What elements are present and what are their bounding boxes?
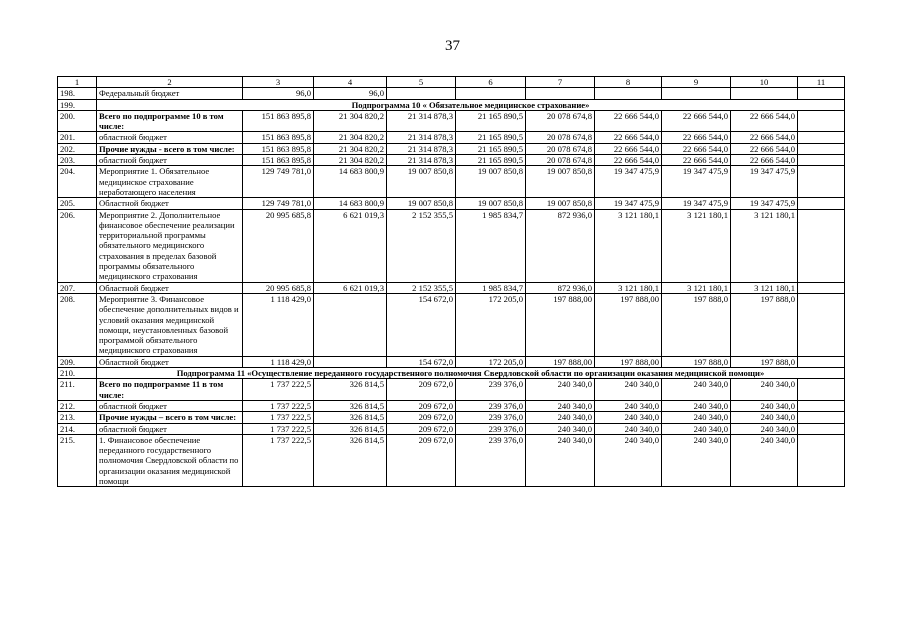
amount-cell: 20 078 674,8 <box>526 110 595 132</box>
amount-cell: 240 340,0 <box>526 379 595 401</box>
row-number: 207. <box>58 282 97 293</box>
amount-cell: 19 347 475,9 <box>731 198 798 209</box>
row-number: 198. <box>58 88 97 99</box>
amount-cell: 129 749 781,0 <box>243 198 314 209</box>
amount-cell: 172 205,0 <box>456 356 526 367</box>
row-number: 206. <box>58 209 97 282</box>
row-label: Прочие нужды - всего в том числе: <box>97 143 243 154</box>
amount-cell: 3 121 180,1 <box>731 282 798 293</box>
row-number: 204. <box>58 166 97 198</box>
amount-cell: 209 672,0 <box>387 412 456 423</box>
amount-cell: 96,0 <box>243 88 314 99</box>
amount-cell <box>798 166 845 198</box>
amount-cell <box>595 88 662 99</box>
table-row <box>58 143 845 154</box>
subprogram-row <box>58 99 845 110</box>
amount-cell: 154 672,0 <box>387 293 456 356</box>
amount-cell: 19 007 850,8 <box>526 166 595 198</box>
column-number-11: 11 <box>798 77 845 88</box>
row-number: 212. <box>58 400 97 411</box>
amount-cell: 19 007 850,8 <box>387 198 456 209</box>
table-row <box>58 88 845 99</box>
column-number-2: 2 <box>97 77 243 88</box>
amount-cell: 21 165 890,5 <box>456 155 526 166</box>
amount-cell: 21 304 820,2 <box>314 110 387 132</box>
amount-cell: 19 007 850,8 <box>456 166 526 198</box>
amount-cell: 22 666 544,0 <box>595 110 662 132</box>
column-number-10: 10 <box>731 77 798 88</box>
amount-cell: 3 121 180,1 <box>595 209 662 282</box>
amount-cell: 19 347 475,9 <box>595 198 662 209</box>
amount-cell: 22 666 544,0 <box>662 143 731 154</box>
amount-cell: 20 078 674,8 <box>526 155 595 166</box>
subprogram-title: Подпрограмма 11 «Осуществление переданного государственного полномочия Свердловской области по организации оказания медицинской помощи» <box>97 368 845 379</box>
amount-cell: 22 666 544,0 <box>731 110 798 132</box>
table-row <box>58 400 845 411</box>
column-number-header-row <box>58 77 845 88</box>
amount-cell <box>662 88 731 99</box>
amount-cell: 2 152 355,5 <box>387 282 456 293</box>
amount-cell: 209 672,0 <box>387 379 456 401</box>
amount-cell: 21 304 820,2 <box>314 155 387 166</box>
row-number: 205. <box>58 198 97 209</box>
amount-cell: 6 621 019,3 <box>314 282 387 293</box>
row-number: 201. <box>58 132 97 143</box>
amount-cell: 1 737 222,5 <box>243 412 314 423</box>
table-row <box>58 110 845 132</box>
row-label: Областной бюджет <box>97 356 243 367</box>
row-number: 215. <box>58 434 97 486</box>
amount-cell <box>798 379 845 401</box>
amount-cell: 326 814,5 <box>314 423 387 434</box>
amount-cell: 240 340,0 <box>662 412 731 423</box>
row-label: Федеральный бюджет <box>97 88 243 99</box>
amount-cell <box>798 88 845 99</box>
amount-cell: 19 347 475,9 <box>731 166 798 198</box>
amount-cell: 326 814,5 <box>314 400 387 411</box>
amount-cell: 21 314 878,3 <box>387 132 456 143</box>
amount-cell <box>314 293 387 356</box>
amount-cell <box>798 293 845 356</box>
column-number-3: 3 <box>243 77 314 88</box>
amount-cell: 240 340,0 <box>731 412 798 423</box>
amount-cell: 20 995 685,8 <box>243 209 314 282</box>
amount-cell: 240 340,0 <box>731 434 798 486</box>
amount-cell: 172 205,0 <box>456 293 526 356</box>
amount-cell: 14 683 800,9 <box>314 166 387 198</box>
amount-cell: 197 888,0 <box>731 293 798 356</box>
amount-cell: 240 340,0 <box>662 379 731 401</box>
amount-cell: 19 347 475,9 <box>595 166 662 198</box>
subprogram-title: Подпрограмма 10 « Обязательное медицинское страхование» <box>97 99 845 110</box>
amount-cell: 154 672,0 <box>387 356 456 367</box>
amount-cell <box>456 88 526 99</box>
table-row <box>58 132 845 143</box>
amount-cell: 129 749 781,0 <box>243 166 314 198</box>
amount-cell: 1 985 834,7 <box>456 209 526 282</box>
amount-cell: 197 888,00 <box>595 356 662 367</box>
row-number: 213. <box>58 412 97 423</box>
amount-cell: 197 888,0 <box>731 356 798 367</box>
amount-cell: 239 376,0 <box>456 423 526 434</box>
row-number: 211. <box>58 379 97 401</box>
row-label: 1. Финансовое обеспечение переданного государственного полномочия Свердловской области по организации оказания медицинской помощи <box>97 434 243 486</box>
column-number-1: 1 <box>58 77 97 88</box>
column-number-6: 6 <box>456 77 526 88</box>
amount-cell: 326 814,5 <box>314 412 387 423</box>
amount-cell: 209 672,0 <box>387 400 456 411</box>
row-number: 200. <box>58 110 97 132</box>
table-row <box>58 356 845 367</box>
amount-cell: 3 121 180,1 <box>595 282 662 293</box>
amount-cell: 872 936,0 <box>526 209 595 282</box>
amount-cell: 19 347 475,9 <box>662 166 731 198</box>
amount-cell: 3 121 180,1 <box>731 209 798 282</box>
row-number: 209. <box>58 356 97 367</box>
amount-cell: 2 152 355,5 <box>387 209 456 282</box>
row-label: областной бюджет <box>97 132 243 143</box>
row-label: Мероприятие 1. Обязательное медицинское страхование неработающего населения <box>97 166 243 198</box>
amount-cell: 19 007 850,8 <box>526 198 595 209</box>
amount-cell: 240 340,0 <box>662 434 731 486</box>
amount-cell: 239 376,0 <box>456 434 526 486</box>
amount-cell <box>798 400 845 411</box>
amount-cell: 22 666 544,0 <box>731 132 798 143</box>
column-number-8: 8 <box>595 77 662 88</box>
table-row <box>58 198 845 209</box>
amount-cell: 197 888,0 <box>662 356 731 367</box>
amount-cell <box>798 209 845 282</box>
amount-cell: 21 314 878,3 <box>387 143 456 154</box>
table-row <box>58 155 845 166</box>
row-label: Областной бюджет <box>97 282 243 293</box>
amount-cell: 240 340,0 <box>731 423 798 434</box>
amount-cell: 3 121 180,1 <box>662 282 731 293</box>
amount-cell: 21 314 878,3 <box>387 155 456 166</box>
amount-cell <box>731 88 798 99</box>
table-row <box>58 434 845 486</box>
amount-cell <box>798 282 845 293</box>
amount-cell <box>798 434 845 486</box>
amount-cell <box>798 423 845 434</box>
amount-cell: 21 165 890,5 <box>456 110 526 132</box>
amount-cell: 240 340,0 <box>526 400 595 411</box>
row-number: 214. <box>58 423 97 434</box>
amount-cell: 240 340,0 <box>731 379 798 401</box>
row-number: 203. <box>58 155 97 166</box>
amount-cell: 19 347 475,9 <box>662 198 731 209</box>
amount-cell <box>314 356 387 367</box>
amount-cell: 151 863 895,8 <box>243 155 314 166</box>
amount-cell: 14 683 800,9 <box>314 198 387 209</box>
amount-cell: 22 666 544,0 <box>662 155 731 166</box>
amount-cell: 151 863 895,8 <box>243 132 314 143</box>
amount-cell <box>798 143 845 154</box>
amount-cell <box>798 110 845 132</box>
row-number: 208. <box>58 293 97 356</box>
row-label: Прочие нужды – всего в том числе: <box>97 412 243 423</box>
amount-cell: 151 863 895,8 <box>243 110 314 132</box>
table-row <box>58 423 845 434</box>
amount-cell: 22 666 544,0 <box>731 155 798 166</box>
amount-cell: 240 340,0 <box>595 423 662 434</box>
amount-cell: 872 936,0 <box>526 282 595 293</box>
column-number-4: 4 <box>314 77 387 88</box>
column-number-7: 7 <box>526 77 595 88</box>
amount-cell: 240 340,0 <box>595 434 662 486</box>
amount-cell: 20 995 685,8 <box>243 282 314 293</box>
amount-cell: 240 340,0 <box>731 400 798 411</box>
amount-cell: 1 737 222,5 <box>243 400 314 411</box>
amount-cell: 20 078 674,8 <box>526 132 595 143</box>
amount-cell <box>387 88 456 99</box>
amount-cell: 20 078 674,8 <box>526 143 595 154</box>
amount-cell <box>526 88 595 99</box>
row-label: Всего по подпрограмме 11 в том числе: <box>97 379 243 401</box>
amount-cell: 19 007 850,8 <box>387 166 456 198</box>
amount-cell: 240 340,0 <box>526 412 595 423</box>
subprogram-row <box>58 368 845 379</box>
row-label: областной бюджет <box>97 423 243 434</box>
table-row <box>58 412 845 423</box>
budget-table <box>57 76 845 487</box>
row-number: 199. <box>58 99 97 110</box>
amount-cell <box>798 155 845 166</box>
amount-cell: 209 672,0 <box>387 423 456 434</box>
row-number: 202. <box>58 143 97 154</box>
row-label: областной бюджет <box>97 155 243 166</box>
amount-cell: 240 340,0 <box>595 412 662 423</box>
table-row <box>58 282 845 293</box>
amount-cell: 96,0 <box>314 88 387 99</box>
amount-cell: 240 340,0 <box>526 423 595 434</box>
amount-cell: 239 376,0 <box>456 379 526 401</box>
page-number: 37 <box>445 38 460 54</box>
amount-cell: 1 985 834,7 <box>456 282 526 293</box>
amount-cell: 22 666 544,0 <box>662 132 731 143</box>
amount-cell: 197 888,00 <box>595 293 662 356</box>
amount-cell: 240 340,0 <box>662 423 731 434</box>
amount-cell: 21 314 878,3 <box>387 110 456 132</box>
amount-cell: 240 340,0 <box>662 400 731 411</box>
amount-cell: 3 121 180,1 <box>662 209 731 282</box>
row-label: Мероприятие 3. Финансовое обеспечение дополнительных видов и условий оказания медицинской помощи, неустановленных базовой программой обязательного медицинского страхования <box>97 293 243 356</box>
amount-cell: 197 888,00 <box>526 293 595 356</box>
amount-cell <box>798 356 845 367</box>
amount-cell: 1 737 222,5 <box>243 423 314 434</box>
amount-cell: 1 118 429,0 <box>243 356 314 367</box>
column-number-5: 5 <box>387 77 456 88</box>
amount-cell: 326 814,5 <box>314 434 387 486</box>
amount-cell <box>798 132 845 143</box>
amount-cell: 21 165 890,5 <box>456 143 526 154</box>
amount-cell: 326 814,5 <box>314 379 387 401</box>
amount-cell: 240 340,0 <box>595 379 662 401</box>
amount-cell: 19 007 850,8 <box>456 198 526 209</box>
amount-cell: 21 304 820,2 <box>314 143 387 154</box>
table-row <box>58 379 845 401</box>
row-label: Всего по подпрограмме 10 в том числе: <box>97 110 243 132</box>
row-label: областной бюджет <box>97 400 243 411</box>
amount-cell: 21 304 820,2 <box>314 132 387 143</box>
amount-cell: 240 340,0 <box>526 434 595 486</box>
amount-cell: 1 737 222,5 <box>243 434 314 486</box>
amount-cell: 1 118 429,0 <box>243 293 314 356</box>
amount-cell: 22 666 544,0 <box>595 143 662 154</box>
amount-cell: 151 863 895,8 <box>243 143 314 154</box>
amount-cell: 22 666 544,0 <box>595 132 662 143</box>
amount-cell: 240 340,0 <box>595 400 662 411</box>
amount-cell: 197 888,0 <box>662 293 731 356</box>
amount-cell: 22 666 544,0 <box>595 155 662 166</box>
table-row <box>58 293 845 356</box>
amount-cell: 21 165 890,5 <box>456 132 526 143</box>
amount-cell: 1 737 222,5 <box>243 379 314 401</box>
amount-cell: 22 666 544,0 <box>731 143 798 154</box>
table-row <box>58 209 845 282</box>
amount-cell <box>798 412 845 423</box>
column-number-9: 9 <box>662 77 731 88</box>
amount-cell: 6 621 019,3 <box>314 209 387 282</box>
amount-cell: 239 376,0 <box>456 412 526 423</box>
table-row <box>58 166 845 198</box>
row-label: Областной бюджет <box>97 198 243 209</box>
amount-cell: 22 666 544,0 <box>662 110 731 132</box>
row-number: 210. <box>58 368 97 379</box>
row-label: Мероприятие 2. Дополнительное финансовое обеспечение реализации территориальной программы обязательного медицинского страхования в пределах базовой программы обязательного медицинского страхования <box>97 209 243 282</box>
amount-cell: 209 672,0 <box>387 434 456 486</box>
amount-cell <box>798 198 845 209</box>
amount-cell: 197 888,00 <box>526 356 595 367</box>
amount-cell: 239 376,0 <box>456 400 526 411</box>
